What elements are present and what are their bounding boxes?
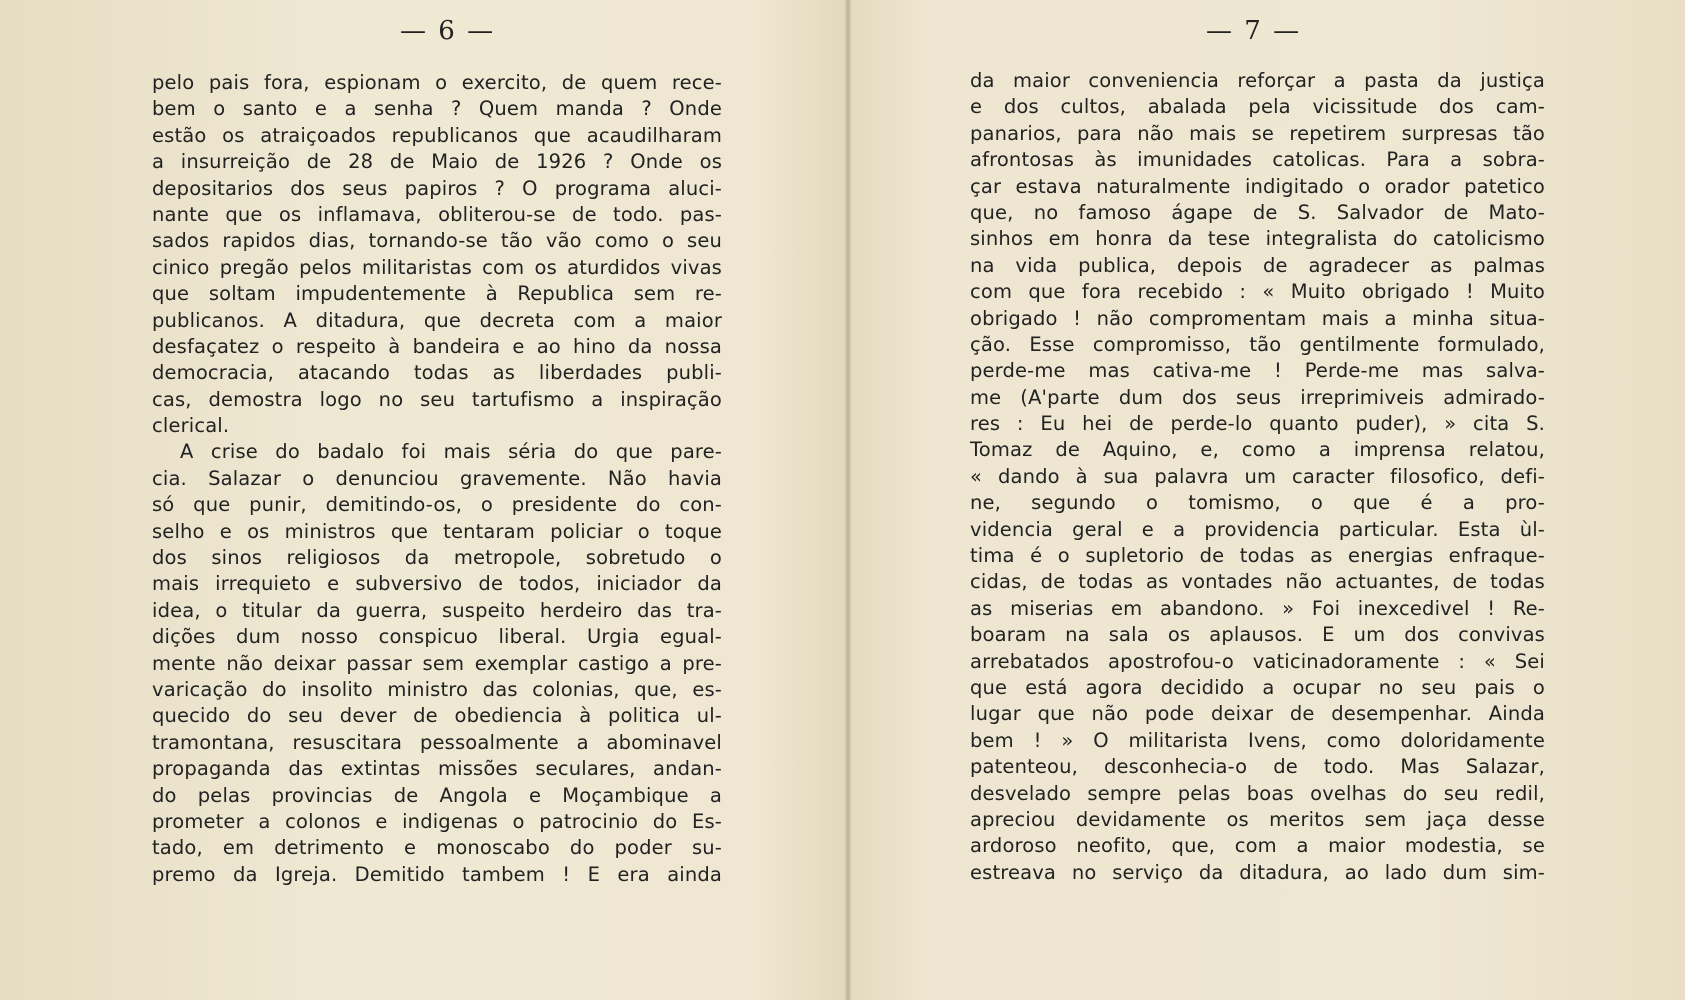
- text-line: varicação do insolito ministro das colonias, que, es-: [152, 677, 722, 701]
- text-line: ardoroso neofito, que, com a maior modestia, se: [970, 834, 1545, 858]
- text-line: ção. Esse compromisso, tão gentilmente formulado,: [970, 332, 1545, 356]
- text-line: estão os atraiçoados republicanos que acaudilharam: [152, 123, 722, 147]
- text-line: que está agora decidido a ocupar no seu pais o: [970, 675, 1545, 699]
- text-line: mais irrequieto e subversivo de todos, iniciador da: [152, 572, 722, 596]
- text-line: res : Eu hei de perde-lo quanto puder), » cita S.: [970, 412, 1545, 436]
- text-line: perde-me mas cativa-me ! Perde-me mas salva-: [970, 359, 1545, 383]
- text-line: ne, segundo o tomismo, o que é a pro-: [970, 491, 1545, 515]
- text-line: me (A'parte dum dos seus irreprimiveis admirado-: [970, 385, 1545, 409]
- text-line: estreava no serviço da ditadura, ao lado dum sim-: [970, 860, 1545, 884]
- text-line: pelo pais fora, espionam o exercito, de quem rece-: [152, 71, 722, 94]
- text-line: bem o santo e a senha ? Quem manda ? Onde: [152, 97, 722, 121]
- text-line: cidas, de todas as vontades não actuantes, de todas: [970, 570, 1545, 594]
- text-line: do pelas provincias de Angola e Moçambique a: [152, 783, 722, 807]
- text-line: só que punir, demitindo-os, o presidente do con-: [152, 493, 722, 517]
- text-line: cinico pregão pelos militaristas com os aturdidos vivas: [152, 255, 722, 279]
- text-line: videncia geral e a providencia particular. Esta ùl-: [970, 517, 1545, 541]
- text-line: clerical.: [152, 414, 230, 438]
- text-line: prometer a colonos e indigenas o patrocinio do Es-: [152, 809, 722, 833]
- page-number-right: — 7 —: [1206, 16, 1302, 46]
- text-line: tado, em detrimento e monoscabo do poder su-: [152, 836, 722, 860]
- text-line: A crise do badalo foi mais séria do que pare-: [180, 440, 722, 464]
- text-line: nante que os inflamava, obliterou-se de todo. pas-: [152, 202, 722, 226]
- text-line: democracia, atacando todas as liberdades publi-: [152, 361, 722, 385]
- text-line: depositarios dos seus papiros ? O programa aluci-: [152, 176, 722, 200]
- text-line: e dos cultos, abalada pela vicissitude dos cam-: [970, 95, 1545, 119]
- text-line: çar estava naturalmente indigitado o orador patetico: [970, 174, 1545, 198]
- text-line: « dando à sua palavra um caracter filosofico, defi-: [970, 464, 1545, 488]
- text-line: idea, o titular da guerra, suspeito herdeiro das tra-: [152, 598, 722, 622]
- text-line: propaganda das extintas missões seculares, andan-: [152, 757, 722, 781]
- text-line: selho e os ministros que tentaram policiar o toque: [152, 519, 722, 543]
- page-number-left: — 6 —: [400, 16, 496, 46]
- text-line: panarios, para não mais se repetirem surpresas tão: [970, 121, 1545, 145]
- text-line: lugar que não pode deixar de desempenhar. Ainda: [970, 702, 1545, 726]
- text-line: com que fora recebido : « Muito obrigado ! Muito: [970, 280, 1545, 304]
- right-page: [851, 0, 1685, 1000]
- text-line: desvelado sempre pelas boas ovelhas do seu redil,: [970, 781, 1545, 805]
- text-line: boaram na sala os aplausos. E um dos convivas: [970, 623, 1545, 647]
- text-line: na vida publica, depois de agradecer as palmas: [970, 253, 1545, 277]
- text-line: dições dum nosso conspicuo liberal. Urgia egual-: [152, 625, 722, 649]
- text-line: arrebatados apostrofou-o vaticinadoramente : « Sei: [970, 649, 1545, 673]
- text-line: que, no famoso ágape de S. Salvador de Mato-: [970, 200, 1545, 224]
- left-page-text: [152, 70, 722, 888]
- text-line: sados rapidos dias, tornando-se tão vão como o seu: [152, 229, 722, 253]
- text-line: Tomaz de Aquino, e, como a imprensa relatou,: [970, 438, 1545, 462]
- text-line: dos sinos religiosos da metropole, sobretudo o: [152, 546, 722, 570]
- text-line: a insurreição de 28 de Maio de 1926 ? Onde os: [152, 150, 722, 174]
- text-line: que soltam impudentemente à Republica sem re-: [152, 282, 722, 306]
- text-line: patenteou, desconhecia-o de todo. Mas Salazar,: [970, 755, 1545, 779]
- text-line: apreciou devidamente os meritos sem jaça desse: [970, 807, 1545, 831]
- text-line: quecido do seu dever de obediencia à politica ul-: [152, 704, 722, 728]
- text-line: cas, demostra logo no seu tartufismo a inspiração: [152, 387, 722, 411]
- text-line: as miserias em abandono. » Foi inexcedivel ! Re-: [970, 596, 1545, 620]
- text-line: mente não deixar passar sem exemplar castigo a pre-: [152, 651, 722, 675]
- text-line: afrontosas às imunidades catolicas. Para a sobra-: [970, 148, 1545, 172]
- text-line: cia. Salazar o denunciou gravemente. Não havia: [152, 466, 722, 490]
- text-line: desfaçatez o respeito à bandeira e ao hino da nossa: [152, 334, 722, 358]
- text-line: obrigado ! não compromentam mais a minha situa-: [970, 306, 1545, 330]
- right-page-text: [970, 68, 1545, 886]
- text-line: sinhos em honra da tese integralista do catolicismo: [970, 227, 1545, 251]
- text-line: publicanos. A ditadura, que decreta com a maior: [152, 308, 722, 332]
- text-line: tima é o supletorio de todas as energias enfraque-: [970, 544, 1545, 568]
- text-line: premo da Igreja. Demitido tambem ! E era ainda: [152, 862, 722, 886]
- text-line: tramontana, resuscitara pessoalmente a abominavel: [152, 730, 722, 754]
- text-line: da maior conveniencia reforçar a pasta da justiça: [970, 69, 1545, 92]
- text-line: bem ! » O militarista Ivens, como doloridamente: [970, 728, 1545, 752]
